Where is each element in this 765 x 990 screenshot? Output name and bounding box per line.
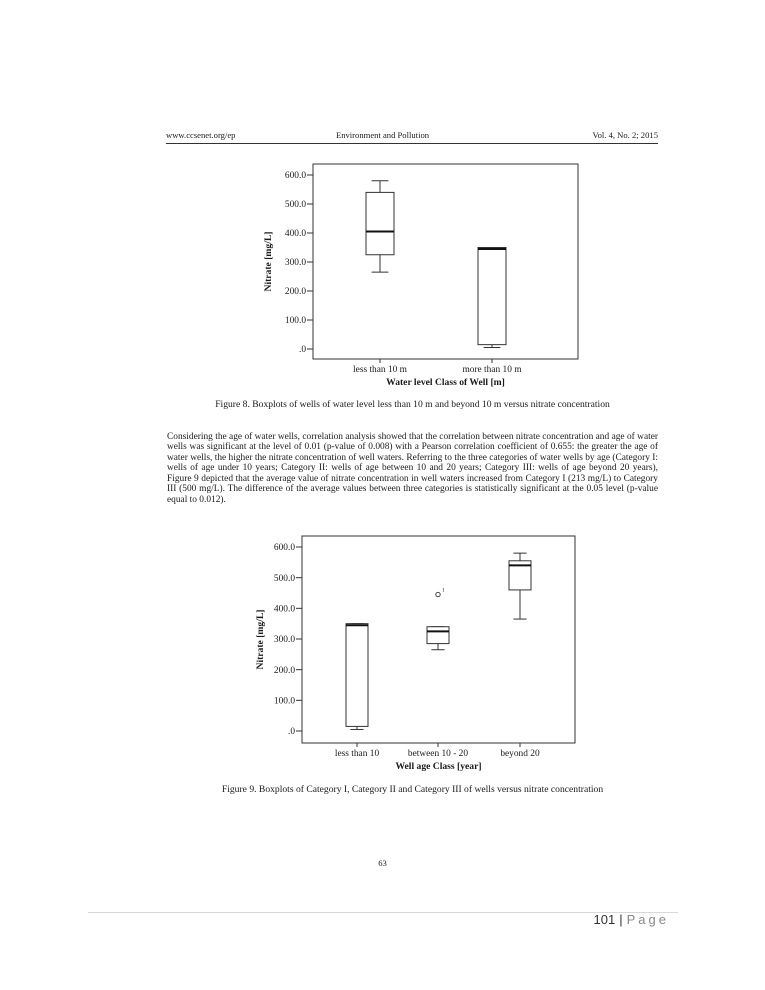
y-tick-label: 600.0 — [284, 171, 306, 182]
x-tick-label: less than 10 — [334, 749, 380, 759]
footer-page-word: Page — [626, 912, 669, 927]
y-tick-label: 100.0 — [284, 316, 306, 327]
y-tick-label: 100.0 — [273, 696, 295, 707]
outlier-label: 1 — [442, 587, 445, 594]
y-tick-label: 500.0 — [284, 200, 306, 211]
outlier-point — [436, 592, 440, 596]
y-axis-title: Nitrate [mg/L] — [263, 231, 274, 292]
y-tick-label: .0 — [287, 727, 295, 738]
header-journal: Environment and Pollution — [335, 130, 430, 140]
plot-frame — [313, 164, 578, 359]
y-tick-label: 400.0 — [273, 604, 295, 615]
y-tick-label: 400.0 — [284, 229, 306, 240]
figure-8-caption: Figure 8. Boxplots of wells of water level less than 10 m and beyond 10 m versus nitrate concentration — [215, 399, 610, 410]
box — [366, 192, 394, 254]
x-tick-label: beyond 20 — [500, 749, 540, 759]
x-axis-title: Water level Class of Well [m] — [386, 377, 505, 388]
y-tick-label: 500.0 — [273, 573, 295, 584]
header-rule — [166, 143, 658, 144]
y-tick-label: 300.0 — [284, 258, 306, 269]
y-tick-label: 200.0 — [284, 287, 306, 298]
box — [346, 624, 368, 727]
x-tick-label: between 10 - 20 — [407, 749, 469, 759]
figure-9-boxplot — [250, 532, 585, 780]
y-tick-label: 200.0 — [273, 665, 295, 676]
footer-page-label — [594, 912, 669, 927]
box — [427, 627, 449, 644]
y-axis-title: Nitrate [mg/L] — [255, 609, 266, 670]
y-tick-label: .0 — [298, 345, 306, 356]
y-tick-label: 300.0 — [273, 635, 295, 646]
figure-8-boxplot — [250, 158, 585, 393]
x-tick-label: less than 10 m — [353, 365, 407, 375]
footer-rule — [88, 912, 678, 913]
body-paragraph: Considering the age of water wells, correlation analysis showed that the correlation between nitrate concentration and age of water wells was significant at the level of 0.01 (p-value of 0.008) with a Pearson correlation coefficient of 0.655: the greater the age of water wells, the higher the nitrate concentration of well waters. Referring to the three categories of water wells by age (Category I: wells of age under 10 years; Category II: wells of age between 10 and 20 years; Category III: wells of age beyond 20 years), Figure 9 depicted that the average value of nitrate concentration in well waters increased from Category I (213 mg/L) to Category III (500 mg/L). The difference of the average values between three categories is statistically significant at the 0.05 level (p-value equal to 0.012). — [167, 432, 658, 505]
footer-number: 101 — [593, 912, 616, 927]
y-tick-label: 600.0 — [273, 543, 295, 554]
box — [478, 248, 506, 345]
footer-separator: | — [619, 912, 623, 927]
header-volume: Vol. 4, No. 2; 2015 — [592, 130, 658, 140]
x-tick-label: more than 10 m — [462, 365, 522, 375]
figure-9-caption: Figure 9. Boxplots of Category I, Category II and Category III of wells versus nitrate concentration — [221, 784, 604, 795]
x-axis-title: Well age Class [year] — [395, 761, 482, 772]
page-number: 63 — [378, 858, 387, 868]
header-website[interactable]: www.ccsenet.org/ep — [166, 130, 236, 140]
